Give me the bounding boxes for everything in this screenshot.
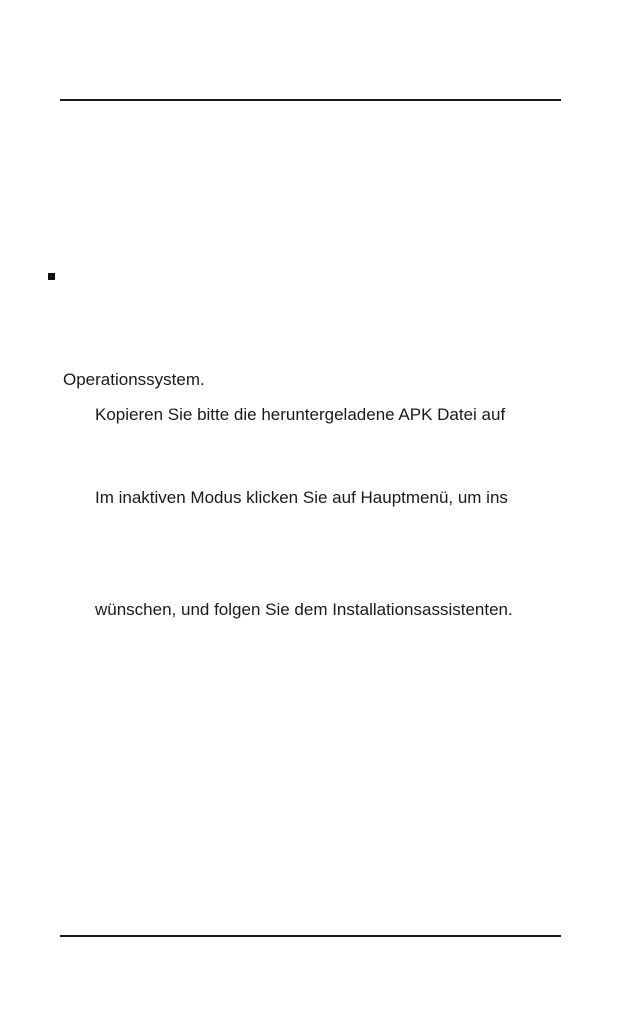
header-divider (60, 99, 561, 101)
text-line-install-wizard: wünschen, und folgen Sie dem Installationsassistenten. (95, 600, 513, 619)
text-line-operationssystem: Operationssystem. (63, 370, 205, 389)
text-line-copy-apk: Kopieren Sie bitte die heruntergeladene APK Datei auf (95, 405, 506, 424)
bullet-marker (48, 273, 55, 280)
footer-divider (60, 935, 561, 937)
text-line-inactive-mode: Im inaktiven Modus klicken Sie auf Hauptmenü, um ins (95, 488, 508, 507)
